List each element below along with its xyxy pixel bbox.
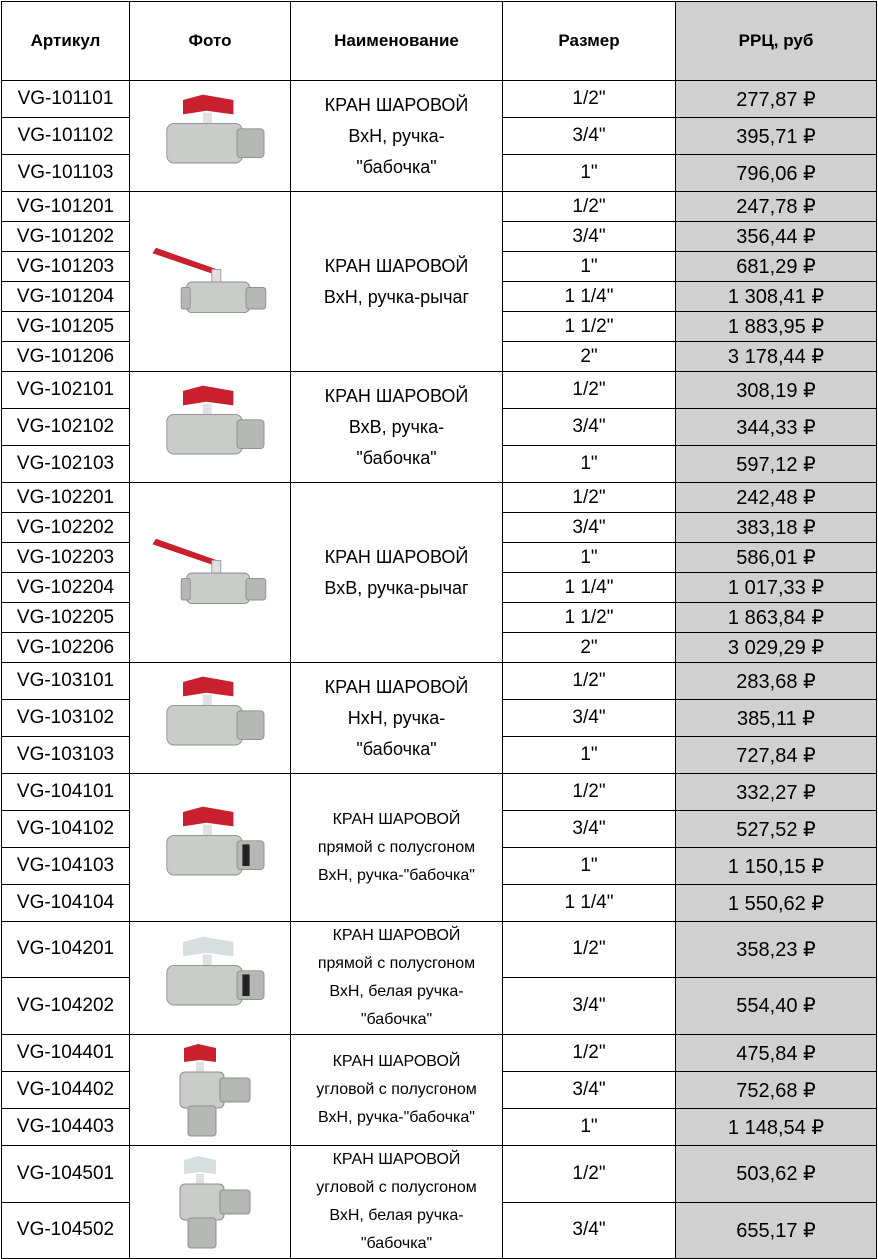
ball-valve-butterfly-red-female-icon xyxy=(140,382,280,472)
table-row xyxy=(2,1035,877,1072)
article-cell: VG-101206 xyxy=(2,342,130,372)
product-name-line: ВхН, ручка-"бабочка" xyxy=(318,866,475,884)
price-cell: 383,18 ₽ xyxy=(676,513,877,543)
price-cell: 247,78 ₽ xyxy=(676,192,877,222)
size-cell: 1" xyxy=(503,737,676,774)
ball-valve-lever-red-male-end-icon xyxy=(140,237,280,327)
product-name-line: ВхВ, ручка-рычаг xyxy=(324,577,469,598)
price-cell: 655,17 ₽ xyxy=(676,1202,877,1259)
header-price: РРЦ, руб xyxy=(676,2,877,81)
article-cell: VG-103101 xyxy=(2,663,130,700)
price-cell: 356,44 ₽ xyxy=(676,222,877,252)
price-cell: 308,19 ₽ xyxy=(676,372,877,409)
size-cell: 1" xyxy=(503,446,676,483)
size-cell: 3/4" xyxy=(503,977,676,1034)
product-name-line: ВхН, белая ручка- xyxy=(329,1207,464,1224)
price-cell: 277,87 ₽ xyxy=(676,81,877,118)
article-cell: VG-104101 xyxy=(2,774,130,811)
product-name xyxy=(291,1035,503,1146)
product-photo xyxy=(130,922,291,1035)
size-cell: 3/4" xyxy=(503,118,676,155)
article-cell: VG-104403 xyxy=(2,1109,130,1146)
product-name-line: КРАН ШАРОВОЙ xyxy=(324,385,469,406)
product-photo xyxy=(130,372,291,483)
product-name xyxy=(291,372,503,483)
product-name-line: КРАН ШАРОВОЙ xyxy=(324,255,469,276)
price-cell: 395,71 ₽ xyxy=(676,118,877,155)
size-cell: 1 1/2" xyxy=(503,603,676,633)
ball-valve-butterfly-red-male-male-icon xyxy=(140,673,280,763)
article-cell: VG-101103 xyxy=(2,155,130,192)
size-cell: 1" xyxy=(503,1109,676,1146)
product-name-line: КРАН ШАРОВОЙ xyxy=(324,676,469,697)
article-cell: VG-104102 xyxy=(2,811,130,848)
header-name: Наименование xyxy=(291,2,503,81)
price-cell: 1 883,95 ₽ xyxy=(676,312,877,342)
product-name-line: КРАН ШАРОВОЙ xyxy=(332,1151,461,1168)
price-cell: 503,62 ₽ xyxy=(676,1146,877,1203)
size-cell: 1/2" xyxy=(503,774,676,811)
price-cell: 475,84 ₽ xyxy=(676,1035,877,1072)
table-row xyxy=(2,192,877,222)
product-name xyxy=(291,774,503,922)
product-name-line: ВхН, белая ручка- xyxy=(329,983,464,1000)
price-cell: 344,33 ₽ xyxy=(676,409,877,446)
size-cell: 1/2" xyxy=(503,663,676,700)
price-table xyxy=(1,1,877,1259)
article-cell: VG-102206 xyxy=(2,633,130,663)
product-name-line: "бабочка" xyxy=(356,738,437,759)
size-cell: 1/2" xyxy=(503,192,676,222)
product-name xyxy=(291,922,503,1035)
price-cell: 283,68 ₽ xyxy=(676,663,877,700)
size-cell: 3/4" xyxy=(503,700,676,737)
product-name xyxy=(291,192,503,372)
table-row xyxy=(2,372,877,409)
price-cell: 1 017,33 ₽ xyxy=(676,573,877,603)
product-name-line: КРАН ШАРОВОЙ xyxy=(324,546,469,567)
article-cell: VG-101201 xyxy=(2,192,130,222)
size-cell: 1/2" xyxy=(503,1035,676,1072)
article-cell: VG-101102 xyxy=(2,118,130,155)
price-cell: 796,06 ₽ xyxy=(676,155,877,192)
size-cell: 3/4" xyxy=(503,1202,676,1259)
product-photo xyxy=(130,483,291,663)
article-cell: VG-104502 xyxy=(2,1202,130,1259)
angle-ball-valve-butterfly-white-icon xyxy=(140,1152,280,1252)
size-cell: 1" xyxy=(503,155,676,192)
ball-valve-butterfly-red-half-union-icon xyxy=(140,803,280,893)
article-cell: VG-104401 xyxy=(2,1035,130,1072)
price-cell: 1 308,41 ₽ xyxy=(676,282,877,312)
price-cell: 554,40 ₽ xyxy=(676,977,877,1034)
table-row xyxy=(2,663,877,700)
article-cell: VG-102103 xyxy=(2,446,130,483)
price-cell: 1 550,62 ₽ xyxy=(676,885,877,922)
product-photo xyxy=(130,1146,291,1259)
table-row xyxy=(2,81,877,118)
product-name-line: ВхН, ручка- xyxy=(348,125,445,146)
size-cell: 2" xyxy=(503,342,676,372)
article-cell: VG-101203 xyxy=(2,252,130,282)
size-cell: 3/4" xyxy=(503,811,676,848)
price-cell: 752,68 ₽ xyxy=(676,1072,877,1109)
product-name-line: КРАН ШАРОВОЙ xyxy=(332,810,461,828)
product-name xyxy=(291,483,503,663)
size-cell: 1 1/4" xyxy=(503,282,676,312)
article-cell: VG-102202 xyxy=(2,513,130,543)
article-cell: VG-103103 xyxy=(2,737,130,774)
article-cell: VG-104501 xyxy=(2,1146,130,1203)
product-name-line: КРАН ШАРОВОЙ xyxy=(332,927,461,944)
size-cell: 3/4" xyxy=(503,409,676,446)
product-photo xyxy=(130,192,291,372)
article-cell: VG-103102 xyxy=(2,700,130,737)
size-cell: 1/2" xyxy=(503,81,676,118)
header-size: Размер xyxy=(503,2,676,81)
size-cell: 2" xyxy=(503,633,676,663)
table-row xyxy=(2,483,877,513)
product-photo xyxy=(130,774,291,922)
product-name-line: "бабочка" xyxy=(360,1235,433,1252)
size-cell: 1 1/2" xyxy=(503,312,676,342)
product-name-line: КРАН ШАРОВОЙ xyxy=(324,94,469,115)
size-cell: 1" xyxy=(503,848,676,885)
size-cell: 1" xyxy=(503,252,676,282)
product-name-line: НхН, ручка- xyxy=(347,707,446,728)
product-name-line: "бабочка" xyxy=(356,156,437,177)
article-cell: VG-102204 xyxy=(2,573,130,603)
table-row xyxy=(2,774,877,811)
price-cell: 3 178,44 ₽ xyxy=(676,342,877,372)
product-photo xyxy=(130,663,291,774)
product-photo xyxy=(130,1035,291,1146)
price-cell: 242,48 ₽ xyxy=(676,483,877,513)
size-cell: 1/2" xyxy=(503,483,676,513)
product-name-line: угловой с полусгоном xyxy=(316,1081,477,1098)
size-cell: 1" xyxy=(503,543,676,573)
product-name-line: угловой с полусгоном xyxy=(316,1179,477,1196)
product-name-line: прямой с полусгоном xyxy=(317,838,476,856)
table-row xyxy=(2,1146,877,1203)
product-name xyxy=(291,663,503,774)
size-cell: 1/2" xyxy=(503,1146,676,1203)
size-cell: 1 1/4" xyxy=(503,885,676,922)
size-cell: 3/4" xyxy=(503,1072,676,1109)
product-name-line: ВхН, ручка-рычаг xyxy=(323,286,470,307)
header-photo: Фото xyxy=(130,2,291,81)
header-row xyxy=(2,2,877,81)
article-cell: VG-102203 xyxy=(2,543,130,573)
price-cell: 527,52 ₽ xyxy=(676,811,877,848)
price-cell: 681,29 ₽ xyxy=(676,252,877,282)
size-cell: 3/4" xyxy=(503,222,676,252)
product-name-line: ВхВ, ручка- xyxy=(348,416,445,437)
size-cell: 1/2" xyxy=(503,922,676,978)
table-row xyxy=(2,922,877,978)
size-cell: 3/4" xyxy=(503,513,676,543)
article-cell: VG-104202 xyxy=(2,977,130,1034)
ball-valve-butterfly-white-half-union-icon xyxy=(140,933,280,1023)
article-cell: VG-104402 xyxy=(2,1072,130,1109)
ball-valve-lever-red-female-icon xyxy=(140,528,280,618)
product-name-line: прямой с полусгоном xyxy=(317,955,476,972)
article-cell: VG-101202 xyxy=(2,222,130,252)
price-cell: 727,84 ₽ xyxy=(676,737,877,774)
price-cell: 1 148,54 ₽ xyxy=(676,1109,877,1146)
article-cell: VG-104103 xyxy=(2,848,130,885)
product-name xyxy=(291,1146,503,1259)
price-cell: 358,23 ₽ xyxy=(676,922,877,978)
price-cell: 1 150,15 ₽ xyxy=(676,848,877,885)
price-cell: 597,12 ₽ xyxy=(676,446,877,483)
product-name xyxy=(291,81,503,192)
product-name-line: ВхН, ручка-"бабочка" xyxy=(318,1109,475,1126)
ball-valve-butterfly-red-male-end-icon xyxy=(140,91,280,181)
article-cell: VG-102101 xyxy=(2,372,130,409)
price-cell: 385,11 ₽ xyxy=(676,700,877,737)
product-name-line: КРАН ШАРОВОЙ xyxy=(332,1053,461,1070)
product-name-line: "бабочка" xyxy=(360,1011,433,1028)
product-name-line: "бабочка" xyxy=(356,447,437,468)
article-cell: VG-104201 xyxy=(2,922,130,978)
angle-ball-valve-butterfly-red-icon xyxy=(140,1040,280,1140)
article-cell: VG-102102 xyxy=(2,409,130,446)
price-cell: 3 029,29 ₽ xyxy=(676,633,877,663)
article-cell: VG-101204 xyxy=(2,282,130,312)
product-photo xyxy=(130,81,291,192)
price-cell: 1 863,84 ₽ xyxy=(676,603,877,633)
article-cell: VG-101205 xyxy=(2,312,130,342)
article-cell: VG-104104 xyxy=(2,885,130,922)
price-cell: 586,01 ₽ xyxy=(676,543,877,573)
article-cell: VG-101101 xyxy=(2,81,130,118)
size-cell: 1/2" xyxy=(503,372,676,409)
size-cell: 1 1/4" xyxy=(503,573,676,603)
article-cell: VG-102201 xyxy=(2,483,130,513)
article-cell: VG-102205 xyxy=(2,603,130,633)
price-cell: 332,27 ₽ xyxy=(676,774,877,811)
header-article: Артикул xyxy=(2,2,130,81)
